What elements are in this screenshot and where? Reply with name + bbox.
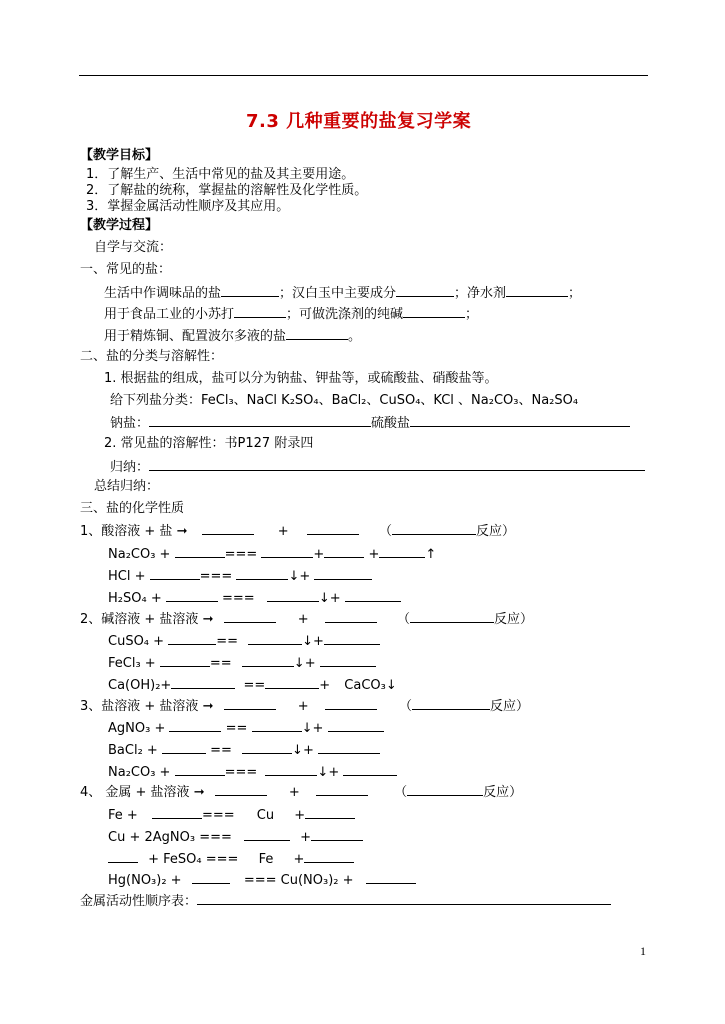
text: FeCl₃ + (108, 656, 156, 671)
text: （ (394, 785, 408, 800)
blank-line[interactable] (392, 521, 476, 535)
text: + (302, 743, 314, 758)
blank-line[interactable] (244, 827, 290, 841)
blank-line[interactable] (168, 631, 216, 645)
text: 用于精炼铜、配置波尔多液的盐 (104, 329, 287, 344)
text: AgNO₃ + (108, 721, 166, 736)
blank-line[interactable] (314, 566, 372, 580)
blank-line[interactable] (215, 782, 267, 796)
blank-line[interactable] (150, 566, 200, 580)
group4-header (80, 782, 522, 802)
text: == (209, 656, 232, 671)
group4-row4 (108, 870, 416, 890)
goal-item: 3．掌握金属活动性顺序及其应用。 (86, 199, 290, 214)
activity-series (80, 891, 611, 911)
text: CuSO₄ + (108, 634, 165, 649)
text: + (293, 852, 305, 867)
blank-line[interactable] (242, 653, 294, 667)
blank-line[interactable] (410, 609, 494, 623)
blank-line[interactable] (192, 870, 230, 884)
section2-p2: 给下列盐分类：FeCl₃、NaCl K₂SO₄、BaCl₂、CuSO₄、KCl 、Na₂CO₃、Na₂SO₄ (110, 393, 579, 408)
text: === (201, 808, 235, 823)
blank-line[interactable] (224, 696, 276, 710)
text: 1、酸溶液 + 盐 (80, 524, 173, 539)
blank-line[interactable] (242, 740, 292, 754)
process-sub: 自学与交流： (94, 240, 173, 255)
group3-row3 (108, 762, 397, 782)
goal-item: 2．了解盐的统称，掌握盐的溶解性及化学性质。 (86, 183, 368, 198)
text: + (294, 808, 306, 823)
group3-row1 (108, 718, 384, 738)
blank-line[interactable] (248, 631, 302, 645)
arrow-down-icon: ↓ (293, 656, 305, 671)
group1-header (80, 521, 515, 541)
section1-line3 (104, 326, 361, 346)
group2-row3 (108, 675, 397, 695)
blank-line[interactable] (234, 304, 286, 318)
blank-line[interactable] (149, 413, 371, 427)
text: BaCl₂ + (108, 743, 158, 758)
blank-line[interactable] (175, 762, 225, 776)
group3-row2 (108, 740, 380, 760)
section2-guina (110, 457, 645, 477)
blank-line[interactable] (286, 326, 348, 340)
text: ；净水剂 (454, 286, 507, 301)
blank-line[interactable] (316, 782, 368, 796)
text: == (210, 743, 232, 758)
blank-line[interactable] (343, 762, 397, 776)
blank-line[interactable] (197, 891, 611, 905)
text: ；可做洗涤剂的纯碱 (286, 307, 404, 322)
arrow-right-icon: ➞ (202, 699, 214, 714)
text: 。 (348, 329, 362, 344)
group1-row1 (108, 544, 436, 564)
blank-line[interactable] (379, 544, 425, 558)
text: + (329, 591, 341, 606)
arrow-right-icon: ➞ (202, 612, 214, 627)
text: + (368, 547, 380, 562)
blank-line[interactable] (328, 718, 384, 732)
blank-line[interactable] (236, 566, 288, 580)
group4-row3 (108, 849, 354, 869)
text: == (216, 634, 238, 649)
text: 反应） (483, 785, 523, 800)
text: （ (378, 524, 392, 539)
blank-line[interactable] (175, 544, 225, 558)
text: Fe + (108, 808, 138, 823)
blank-line[interactable] (320, 653, 376, 667)
section1-heading: 一、常见的盐： (80, 262, 172, 277)
blank-line[interactable] (305, 805, 355, 819)
text: ； (568, 286, 582, 301)
blank-line[interactable] (265, 675, 319, 689)
text: Ca(OH)₂+ (108, 678, 172, 693)
section2-heading: 二、盐的分类与溶解性： (80, 349, 224, 364)
text: 4、 金属 + 盐溶液 (80, 785, 190, 800)
blank-line[interactable] (202, 521, 254, 535)
blank-line[interactable] (324, 631, 380, 645)
section1-line2 (104, 304, 478, 324)
blank-line[interactable] (166, 588, 218, 602)
arrow-right-icon: ➞ (176, 524, 188, 539)
text: Hg(NO₃)₂ + (108, 873, 182, 888)
summary: 总结归纳： (94, 479, 160, 494)
blank-line[interactable] (221, 283, 279, 297)
blank-line[interactable] (325, 696, 377, 710)
text: === Cu(NO₃)₂ + (243, 873, 354, 888)
blank-line[interactable] (366, 870, 416, 884)
text: 硫酸盐 (371, 416, 411, 431)
blank-line[interactable] (304, 849, 354, 863)
blank-line[interactable] (318, 740, 380, 754)
text: 3、盐溶液 + 盐溶液 (80, 699, 199, 714)
text: ； (465, 307, 479, 322)
text: + (313, 547, 325, 562)
text: Fe (258, 852, 274, 867)
group2-header (80, 609, 533, 629)
text: 反应） (475, 524, 515, 539)
text: === (224, 765, 258, 780)
text: === (222, 591, 255, 606)
text: 归纳： (110, 460, 150, 475)
text: + (297, 612, 309, 627)
group4-row1 (108, 805, 355, 825)
page-number: 1 (640, 944, 646, 958)
text: 金属活动性顺序表： (80, 894, 198, 909)
text: H₂SO₄ + (108, 591, 162, 606)
text: === (224, 547, 258, 562)
text: （ (396, 612, 410, 627)
arrow-down-icon: ↓ (288, 569, 300, 584)
blank-line[interactable] (224, 609, 276, 623)
blank-line[interactable] (407, 782, 483, 796)
arrow-down-icon: ↓ (292, 743, 303, 758)
process-heading: 【教学过程】 (80, 218, 159, 233)
text: + (299, 569, 311, 584)
text: + (300, 830, 312, 845)
text: + (328, 765, 340, 780)
blank-line[interactable] (410, 413, 630, 427)
text: + (319, 678, 331, 693)
text: + (312, 721, 324, 736)
text: 2、碱溶液 + 盐溶液 (80, 612, 199, 627)
blank-line[interactable] (152, 805, 202, 819)
arrow-down-icon: ↓ (302, 634, 314, 649)
section2-p1: 1. 根据盐的组成，盐可以分为钠盐、钾盐等，或硫酸盐、硝酸盐等。 (104, 371, 498, 386)
blank-line[interactable] (412, 696, 490, 710)
text: Na₂CO₃ + (108, 765, 171, 780)
text: （ (398, 699, 412, 714)
text: == (225, 721, 248, 736)
section1-line1 (104, 283, 581, 303)
arrow-down-icon: ↓ (301, 721, 313, 736)
group1-row3 (108, 588, 401, 608)
text: 钠盐： (110, 416, 150, 431)
header-rule (79, 75, 648, 76)
text: + (297, 699, 309, 714)
blank-line[interactable] (325, 609, 377, 623)
arrow-right-icon: ➞ (193, 785, 205, 800)
text: 反应） (489, 699, 529, 714)
group2-row1 (108, 631, 380, 651)
text: 反应） (493, 612, 533, 627)
text: ；汉白玉中主要成分 (279, 286, 397, 301)
blank-line[interactable] (108, 849, 138, 863)
blank-line[interactable] (169, 718, 221, 732)
section3-heading: 三、盐的化学性质 (80, 501, 185, 516)
text: Cu + 2AgNO₃ === (108, 830, 232, 845)
page-title: 7.3 几种重要的盐复习学案 (246, 111, 472, 132)
blank-line[interactable] (345, 588, 401, 602)
goals-heading: 【教学目标】 (80, 148, 159, 163)
group2-row2 (108, 653, 376, 673)
text: 生活中作调味品的盐 (104, 286, 222, 301)
text: + (288, 785, 300, 800)
text: Na₂CO₃ + (108, 547, 171, 562)
arrow-down-icon: ↓ (317, 765, 329, 780)
arrow-down-icon: ↓ (385, 678, 397, 693)
blank-line[interactable] (506, 283, 568, 297)
blank-line[interactable] (324, 544, 364, 558)
text: + (277, 524, 289, 539)
blank-line[interactable] (162, 740, 206, 754)
blank-line[interactable] (396, 283, 454, 297)
blank-line[interactable] (160, 653, 210, 667)
text: == (243, 678, 266, 693)
blank-line[interactable] (265, 762, 317, 776)
blank-line[interactable] (307, 521, 359, 535)
blank-line[interactable] (252, 718, 302, 732)
arrow-down-icon: ↓ (318, 591, 330, 606)
text: Cu (256, 808, 275, 823)
goal-item: 1．了解生产、生活中常见的盐及其主要用途。 (86, 167, 355, 182)
text: + FeSO₄ === (148, 852, 239, 867)
blank-line[interactable] (403, 304, 465, 318)
blank-line[interactable] (267, 588, 319, 602)
text: + (304, 656, 316, 671)
blank-line[interactable] (261, 544, 313, 558)
text: === (199, 569, 233, 584)
text: CaCO₃ (344, 678, 386, 693)
text: + (313, 634, 324, 649)
group3-header (80, 696, 529, 716)
section2-classify (110, 413, 630, 433)
arrow-up-icon: ↑ (425, 547, 437, 562)
blank-line[interactable] (149, 457, 645, 471)
text: HCl + (108, 569, 146, 584)
blank-line[interactable] (311, 827, 363, 841)
group4-row2 (108, 827, 363, 847)
blank-line[interactable] (171, 675, 235, 689)
section2-p3: 2. 常见盐的溶解性：书P127 附录四 (104, 436, 314, 451)
group1-row2 (108, 566, 372, 586)
text: 用于食品工业的小苏打 (104, 307, 235, 322)
